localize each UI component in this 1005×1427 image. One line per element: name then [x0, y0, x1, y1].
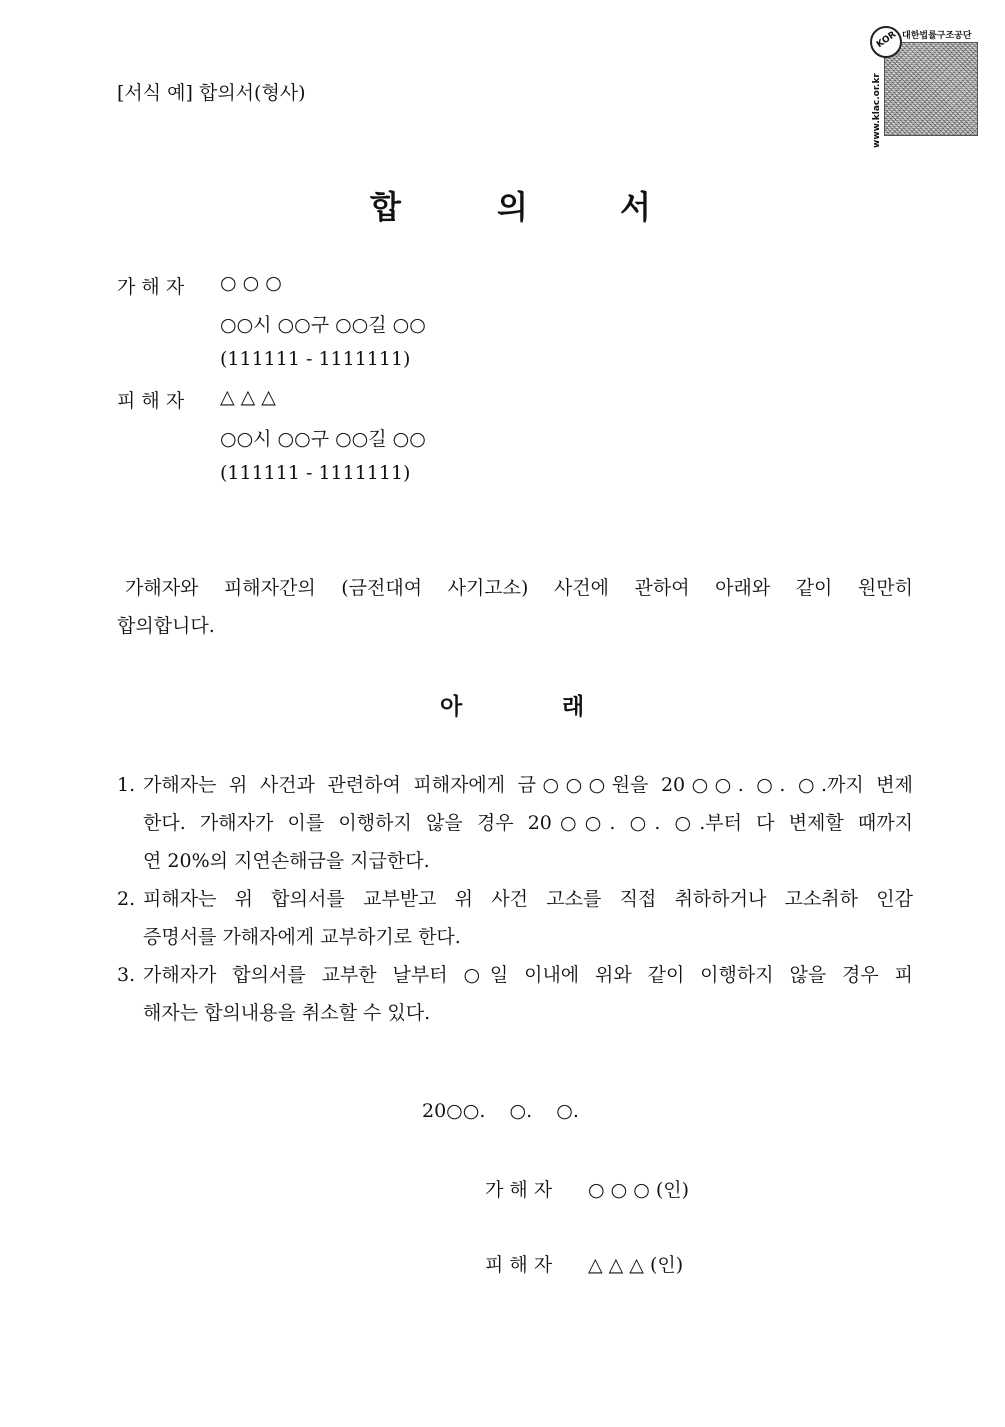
item-line: 한다. 가해자가 이를 이행하지 않을 경우 20○○. ○. ○.부터 다 변제할 때까지 — [143, 812, 913, 834]
item-line: 증명서를 가해자에게 교부하기로 한다. — [143, 926, 461, 948]
intro-line-2: 합의합니다. — [117, 615, 215, 637]
item-number: 1. — [117, 774, 136, 796]
victim-name: △ △ △ — [220, 386, 276, 408]
item-number: 2. — [117, 888, 136, 910]
agreement-date: 20○○. ○. ○. — [422, 1100, 579, 1122]
item-line: 가해자가 합의서를 교부한 날부터 ○일 이내에 위와 같이 이행하지 않을 경우 피 — [143, 964, 913, 986]
doc-title-char-3: 서 — [620, 188, 651, 226]
doc-title-char-1: 합 — [370, 188, 401, 226]
intro-paragraph — [117, 569, 913, 645]
signature-offender-name: ○ ○ ○ (인) — [588, 1179, 690, 1201]
legal-aid-stamp — [866, 24, 978, 148]
signature-victim-name: △ △ △ (인) — [588, 1254, 684, 1276]
item-line: 해자는 합의내용을 취소할 수 있다. — [143, 1002, 431, 1024]
victim-id-number: (111111 - 1111111) — [220, 462, 411, 484]
item-line: 가해자는 위 사건과 관련하여 피해자에게 금○○○원을 20○○. ○. ○.까지 변제 — [143, 774, 913, 796]
below-heading-char-1: 아 — [440, 694, 463, 720]
agreement-item-1 — [117, 766, 913, 880]
qr-code-icon — [884, 42, 978, 136]
kor-logo-text: KOR — [875, 29, 899, 51]
agreement-item-2 — [117, 880, 913, 956]
doc-title-char-2: 의 — [497, 188, 528, 226]
intro-line-1: 가해자와 피해자간의 (금전대여 사기고소) 사건에 관하여 아래와 같이 원만히 — [125, 577, 913, 599]
offender-id-number: (111111 - 1111111) — [220, 348, 411, 370]
form-label: [서식 예] 합의서(형사) — [117, 82, 306, 104]
offender-address: ○○시 ○○구 ○○길 ○○ — [220, 314, 426, 336]
below-heading-char-2: 래 — [562, 694, 585, 720]
offender-label: 가 해 자 — [117, 276, 185, 298]
signature-offender-label: 가 해 자 — [485, 1179, 553, 1201]
stamp-org-name: 대한법률구조공단 — [902, 31, 972, 41]
agreement-item-3 — [117, 956, 913, 1032]
signature-victim-label: 피 해 자 — [485, 1254, 553, 1276]
item-line: 피해자는 위 합의서를 교부받고 위 사건 고소를 직접 취하하거나 고소취하 인감 — [143, 888, 913, 910]
item-number: 3. — [117, 964, 136, 986]
stamp-url: www.klac.or.kr — [872, 73, 882, 148]
victim-address: ○○시 ○○구 ○○길 ○○ — [220, 428, 426, 450]
offender-name: ○ ○ ○ — [220, 272, 282, 294]
item-line: 연 20%의 지연손해금을 지급한다. — [143, 850, 430, 872]
victim-label: 피 해 자 — [117, 390, 185, 412]
